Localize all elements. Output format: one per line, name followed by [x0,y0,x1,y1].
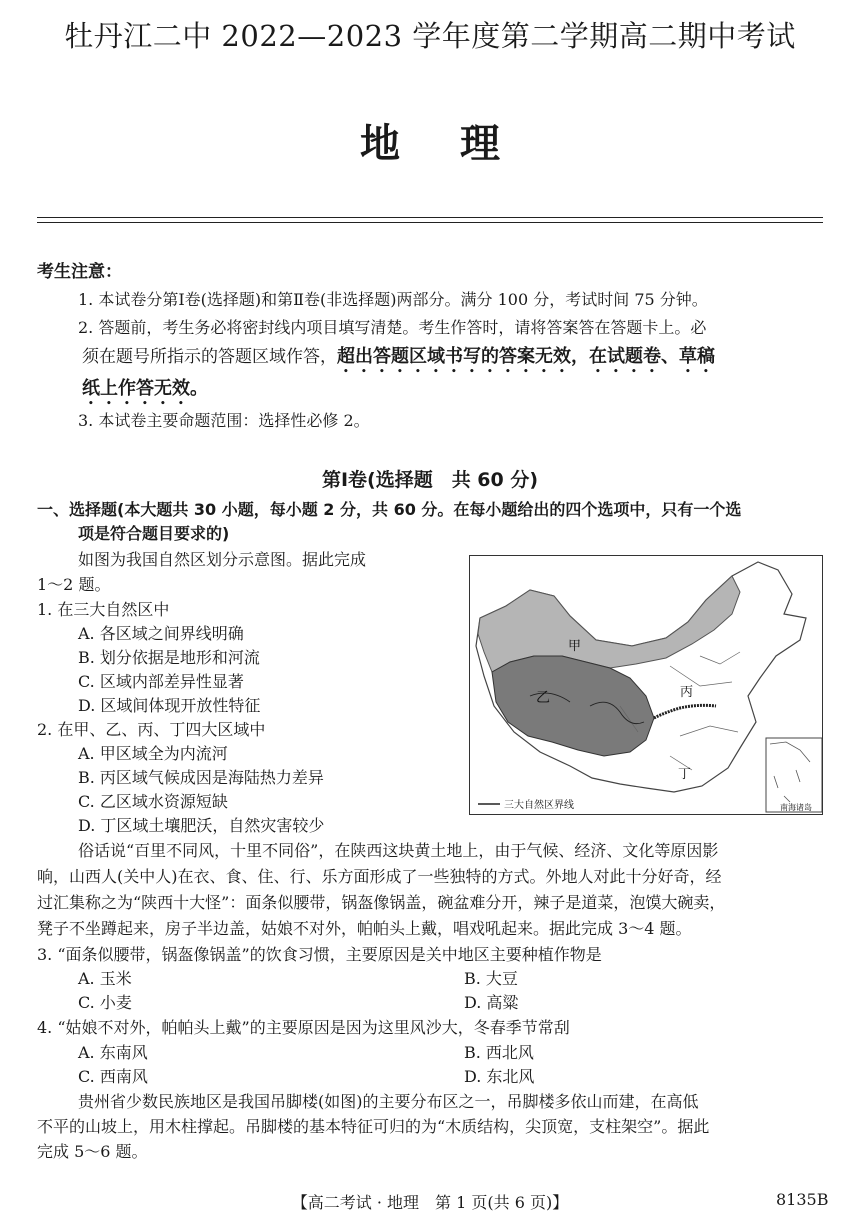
q4-stem: 4. “姑娘不对外，帕帕头上戴”的主要原因是因为这里风沙大，冬春季节常刮 [37,1018,570,1037]
q1-stem: 1. 在三大自然区中 [37,600,170,619]
q4-option-a: A. 东南风 [78,1043,148,1062]
intro-2-line-1: 俗话说“百里不同风，十里不同俗”，在陕西这块黄土地上，由于气候、经济、文化等原因影 [78,841,719,860]
q4-option-d: D. 东北风 [464,1067,535,1086]
q3-stem: 3. “面条似腰带，锅盔像锅盖”的饮食习惯，主要原因是关中地区主要种植作物是 [37,945,602,964]
notice-item-1: 1. 本试卷分第Ⅰ卷(选择题)和第Ⅱ卷(非选择题)两部分。满分 100 分，考试时间 75 分钟。 [78,290,708,309]
map-label-yi: 乙 [536,690,550,706]
map-label-jia: 甲 [568,639,582,654]
intro-2-line-2: 响，山西人(关中人)在衣、食、住、行、乐方面形成了一些独特的方式。外地人对此十分好奇，经 [37,867,722,886]
intro-3-line-2: 不平的山坡上，用木柱撑起。吊脚楼的基本特征可归的为“木质结构，尖顶宽，支柱架空”。据此 [37,1117,710,1136]
q2-option-c: C. 乙区域水资源短缺 [78,792,228,811]
intro-1-line-2: 1～2 题。 [37,575,111,594]
natural-regions-map [469,555,823,815]
notice-item-2-line-2-plain: 须在题号所指示的答题区域作答， [82,347,337,367]
q3-option-a: A. 玉米 [78,969,132,988]
notice-item-2-line-1: 2. 答题前，考生务必将密封线内项目填写清楚。考生作答时，请将答案答在答题卡上。必 [78,318,707,337]
q3-option-c: C. 小麦 [78,993,132,1012]
intro-2-line-4: 凳子不坐蹲起来，房子半边盖，姑娘不对外，帕帕头上戴，唱戏吼起来。据此完成 3～4 题。 [37,919,692,938]
intro-1-line-1: 如图为我国自然区划分示意图。据此完成 [78,550,367,569]
header-rule-top [37,217,823,218]
header-rule-bottom [37,222,823,223]
q1-option-c: C. 区域内部差异性显著 [78,672,244,691]
part-1-heading: 第Ⅰ卷(选择题 共 60 分) [321,469,539,491]
q1-option-b: B. 划分依据是地形和河流 [78,648,260,667]
notice-item-3: 3. 本试卷主要命题范围：选择性必修 2。 [78,411,370,430]
inset-label: 南海诸岛 [780,803,812,812]
intro-3-line-1: 贵州省少数民族地区是我国吊脚楼(如图)的主要分布区之一，吊脚楼多依山而建，在高低 [78,1092,699,1111]
map-label-bing: 丙 [680,685,694,700]
exam-title: 牡丹江二中 2022—2023 学年度第二学期高二期中考试 [64,19,796,53]
subject-title: 地理 [360,121,560,167]
q2-option-b: B. 丙区域气候成因是海陆热力差异 [78,768,324,787]
q4-option-c: C. 西南风 [78,1067,148,1086]
q1-option-d: D. 区域间体现开放性特征 [78,696,261,715]
q2-option-d: D. 丁区域土壤肥沃，自然灾害较少 [78,816,325,835]
notice-item-2-emphasis: 超出答题区域书写的答案无效，在试题卷、草稿 [337,346,715,367]
q3-option-d: D. 高粱 [464,993,519,1012]
notice-item-2-line-2 [82,342,715,377]
q2-option-a: A. 甲区域全为内流河 [78,744,228,763]
q4-option-b: B. 西北风 [464,1043,534,1062]
map-label-ding: 丁 [678,767,692,782]
page-footer: 【高二考试 · 地理 第 1 页(共 6 页)】 [291,1193,569,1212]
south-sea-inset [766,738,822,812]
notice-item-2-line-3: 纸上作答无效。 [82,378,208,399]
section-1-instructions-line-1: 一、选择题(本大题共 30 小题，每小题 2 分，共 60 分。在每小题给出的四个选项中，只有一个选 [37,500,742,519]
intro-3-line-3: 完成 5～6 题。 [37,1142,148,1161]
china-map-svg [470,556,823,815]
intro-2-line-3: 过汇集称之为“陕西十大怪”：面条似腰带，锅盔像锅盖，碗盆难分开，辣子是道菜，泡馍大碗卖， [37,893,726,912]
q1-option-a: A. 各区域之间界线明确 [78,624,244,643]
map-legend-text: 三大自然区界线 [504,800,574,811]
notice-heading: 考生注意： [37,262,122,282]
q2-stem: 2. 在甲、乙、丙、丁四大区域中 [37,720,266,739]
q3-option-b: B. 大豆 [464,969,518,988]
section-1-instructions-line-2: 项是符合题目要求的) [78,524,230,543]
paper-code: 8135B [776,1190,829,1209]
